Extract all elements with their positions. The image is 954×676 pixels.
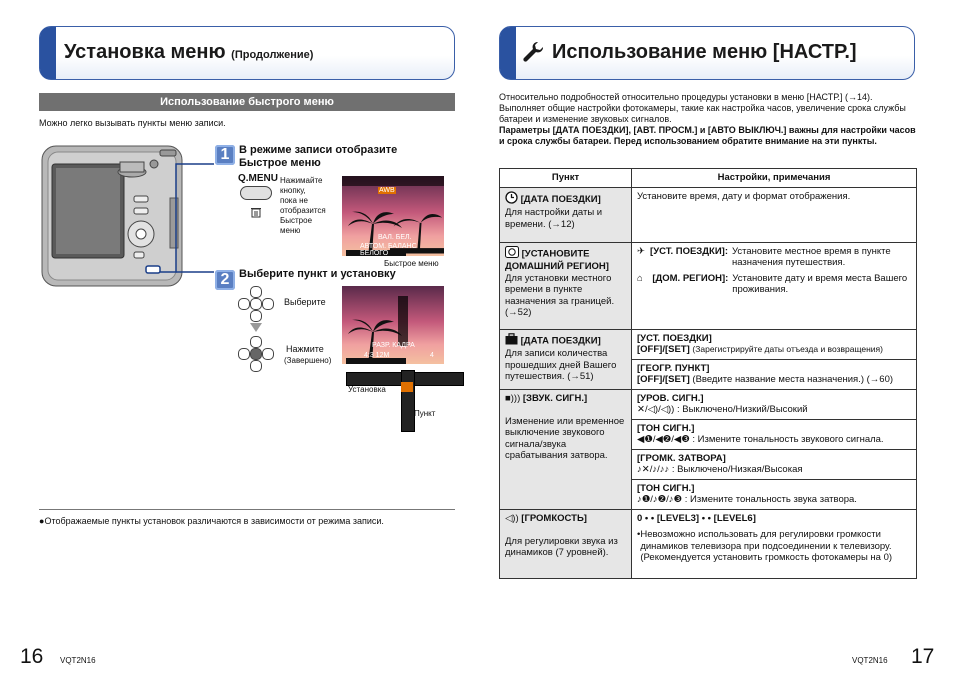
airplane-icon: ✈ xyxy=(637,245,645,257)
header-accent-bar xyxy=(500,27,516,79)
speaker-icon: ■))) xyxy=(505,392,521,404)
table-row: [ДАТА ПОЕЗДКИ] Для записи количества прошедших дней Вашего путешествия. (→51) [УСТ. ПОЕЗДКИ] [OFF]/[SET] (Зарегистрируйте даты отъезда и возвращения) xyxy=(500,329,917,359)
clock-icon xyxy=(505,191,518,208)
qmenu-button[interactable] xyxy=(240,186,272,200)
step-1-title: В режиме записи отобразите Быстрое меню xyxy=(239,144,398,169)
lcd1-caption: Быстрое меню xyxy=(384,259,439,268)
left-divider xyxy=(39,509,455,510)
table-row: [ТОН СИГН.] ◀❶/◀❷/◀❸ : Измените тональность звукового сигнала. xyxy=(500,419,917,449)
dpad-select-icon xyxy=(238,286,274,322)
qmenu-label: Q.MENU xyxy=(238,173,278,184)
step-2-badge: 2 xyxy=(215,270,235,290)
item-column xyxy=(398,296,408,346)
dpad-press-icon xyxy=(238,336,274,372)
home-icon: ⌂ xyxy=(637,272,643,284)
bullet-icon: • xyxy=(637,529,641,540)
lcd2-aspect-size: 4:3 12M xyxy=(364,352,390,359)
selected-item-highlight xyxy=(401,382,413,392)
quick-menu-icon-strip xyxy=(342,176,444,186)
lcd-item-select-screen xyxy=(342,286,444,364)
ustanovka-label: Установка xyxy=(348,385,386,394)
press-sub-label: (Завершено) xyxy=(284,356,332,365)
table-row: [ДАТА ПОЕЗДКИ] Для настройки даты и времени. (→12) Установите время, дату и формат отображения. xyxy=(500,187,917,242)
bullet-icon: ● xyxy=(39,516,45,526)
right-page-number: 17 xyxy=(911,645,935,668)
table-row: ■))) [ЗВУК. СИГН.] Изменение или временное выключение звукового сигнала/звука срабатывания затвора. [УРОВ. СИГН.] ✕/◁)/◁)) : Выключено/Низкий/Высокий xyxy=(500,389,917,419)
left-header xyxy=(39,26,455,80)
punkt-label: Пункт xyxy=(414,409,436,418)
connector-lines xyxy=(150,152,220,282)
table-row: [ТОН СИГН.] ♪❶/♪❷/♪❸ : Измените тональность звука затвора. xyxy=(500,479,917,509)
lcd1-awb-item: AWB xyxy=(379,187,395,194)
home-region-icon xyxy=(505,246,519,262)
table-row: [УСТАНОВИТЕ ДОМАШНИЙ РЕГИОН] Для установки местного времени в пункте назначения за границей. (→52) ✈ [УСТ. ПОЕЗДКИ]: Установите местное время в пункте назначения путешествия. ⌂ [ДОМ. РЕГИОН]: Установите дату и время места Вашего проживания. xyxy=(500,242,917,329)
lcd-quick-menu-screen xyxy=(342,176,444,256)
table-row: ◁)) [ГРОМКОСТЬ] Для регулировки звука из динамиков (7 уровней). 0 • • [LEVEL3] • • [LEVEL6] • Невозможно использовать для регулировки громкости динамиков телевизора при подсоединении к телевизору. (Рекомендуется установить громкость фотокамеры на 0) xyxy=(500,509,917,578)
press-label: Нажмите xyxy=(286,344,324,354)
quick-menu-section-bar: Использование быстрого меню xyxy=(39,93,455,111)
quick-menu-intro: Можно легко вызывать пункты меню записи. xyxy=(39,118,226,128)
lcd1-auto-wb: АВТОМ. БАЛАНС БЕЛОГО xyxy=(360,243,417,256)
beep-tone-icons: ◀❶/◀❷/◀❸ xyxy=(637,434,690,445)
header-accent-bar xyxy=(40,27,56,79)
lcd2-shot-count: 4 xyxy=(430,352,434,359)
right-header xyxy=(499,26,915,80)
beep-level-icons: ✕/◁)/◁)) xyxy=(637,404,675,415)
right-page-title: Использование меню [НАСТР.] xyxy=(552,41,857,63)
table-row: [ГРОМК. ЗАТВОРА] ♪✕/♪/♪♪ : Выключено/Низкая/Высокая xyxy=(500,449,917,479)
left-page-title: Установка меню (Продолжение) xyxy=(64,41,314,63)
table-header-row xyxy=(500,169,917,188)
lcd1-white-balance: ВАЛ. БЕЛ. xyxy=(378,234,412,241)
shutter-tone-icons: ♪❶/♪❷/♪❸ xyxy=(637,494,683,505)
title-suffix: (Продолжение) xyxy=(231,49,314,61)
right-doc-code: VQT2N16 xyxy=(852,656,888,665)
col-item: Пункт xyxy=(500,169,632,188)
qmenu-note: Нажимайте кнопку, пока не отобразится Быстрое меню xyxy=(280,176,326,235)
right-intro-bold: Параметры [ДАТА ПОЕЗДКИ], [АВТ. ПРОСМ.] и [АВТО ВЫКЛЮЧ.] важны для настройки часов и срока службы батареи. Перед использованием обратите внимание на эти пункты. xyxy=(499,125,916,146)
left-doc-code: VQT2N16 xyxy=(60,656,96,665)
arrow-down-icon xyxy=(250,323,262,333)
step-1-badge: 1 xyxy=(215,145,235,165)
table-row: [ГЕОГР. ПУНКТ] [OFF]/[SET] (Введите название места назначения.) (→60) xyxy=(500,359,917,389)
volume-icon: ◁)) xyxy=(505,512,519,524)
step-2-title: Выберите пункт и установку xyxy=(239,268,396,280)
left-footnote: ●Отображаемые пункты установок различаются в зависимости от режима записи. xyxy=(39,516,384,526)
trash-icon xyxy=(250,206,262,218)
settings-table xyxy=(499,168,917,579)
lcd2-resolution: РАЗР. КАДРА xyxy=(372,342,415,349)
left-page-number: 16 xyxy=(20,645,44,668)
suitcase-icon xyxy=(505,333,518,349)
right-intro: Относительно подробностей относительно процедуры установки в меню [НАСТР.] (→14). Выполняет общие настройки фотокамеры, такие как настройка часов, увеличение срока службы батареи и изменение звуковых сигналов. Параметры [ДАТА ПОЕЗДКИ], [АВТ. ПРОСМ.] и [АВТО ВЫКЛЮЧ.] важны для настройки часов и срока службы батареи. Перед использованием обратите внимание на эти пункты. xyxy=(499,92,919,147)
item-strip xyxy=(401,370,415,432)
wrench-icon xyxy=(522,41,546,65)
col-settings: Настройки, примечания xyxy=(632,169,917,188)
select-label: Выберите xyxy=(284,297,326,307)
shutter-volume-icons: ♪✕/♪/♪♪ xyxy=(637,464,670,475)
